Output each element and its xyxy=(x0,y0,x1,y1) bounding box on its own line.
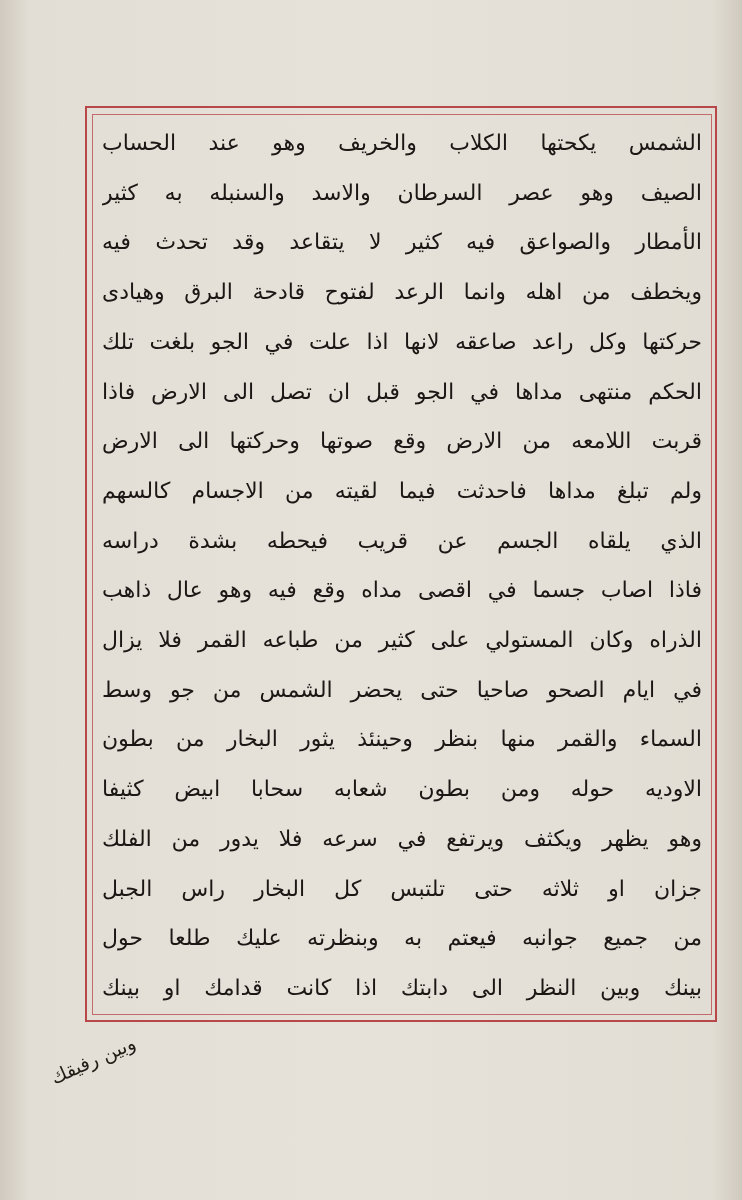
text-line: وهو يظهر ويكثف ويرتفع في سرعه فلا يدور من الفلك xyxy=(102,826,702,852)
text-line: جزان او ثلاثه حتى تلتبس كل البخار راس الجبل xyxy=(102,876,702,902)
text-line: الحكم منتهى مداها في الجو قبل ان تصل الى الارض فاذا xyxy=(102,379,702,405)
text-line: الذراه وكان المستولي على كثير من طباعه القمر فلا يزال xyxy=(102,628,702,654)
text-line: ويخطف من اهله وانما الرعد لفتوح قادحة البرق وهيادى xyxy=(102,280,702,306)
text-line: الاوديه حوله ومن بطون شعابه سحابا ابيض كثيفا xyxy=(102,777,702,803)
text-line: الشمس يكحتها الكلاب والخريف وهو عند الحساب xyxy=(102,131,702,156)
text-line: السماء والقمر منها بنظر وحينئذ يثور البخار من بطون xyxy=(102,727,702,753)
text-line: في ايام الصحو صاحيا حتى يحضر الشمس من جو وسط xyxy=(102,677,702,703)
text-line: حركتها وكل راعد صاعقه لانها اذا علت في الجو بلغت تلك xyxy=(102,329,702,355)
text-line: بينك وبين النظر الى دابتك اذا كانت قدامك او بينك xyxy=(102,975,702,1001)
text-line: من جميع جوانبه فيعتم به وبنظرته عليك طلعا حول xyxy=(102,926,702,952)
text-line: ولم تبلغ مداها فاحدثت فيما لقيته من الاجسام كالسهم xyxy=(102,478,702,504)
text-block xyxy=(96,118,708,1011)
text-line: الصيف وهو عصر السرطان والاسد والسنبله به كثير xyxy=(102,180,702,206)
text-line: الأمطار والصواعق فيه كثير لا يتقاعد وقد تحدث فيه xyxy=(102,230,702,256)
text-line: قربت اللامعه من الارض وقع صوتها وحركتها الى الارض xyxy=(102,429,702,455)
text-line: فاذا اصاب جسما في اقصى مداه وقع فيه وهو عال ذاهب xyxy=(102,578,702,604)
catchword: وبين رفيقك xyxy=(47,1032,139,1090)
text-line: الذي يلقاه الجسم عن قريب فيحطه بشدة دراسه xyxy=(102,528,702,554)
